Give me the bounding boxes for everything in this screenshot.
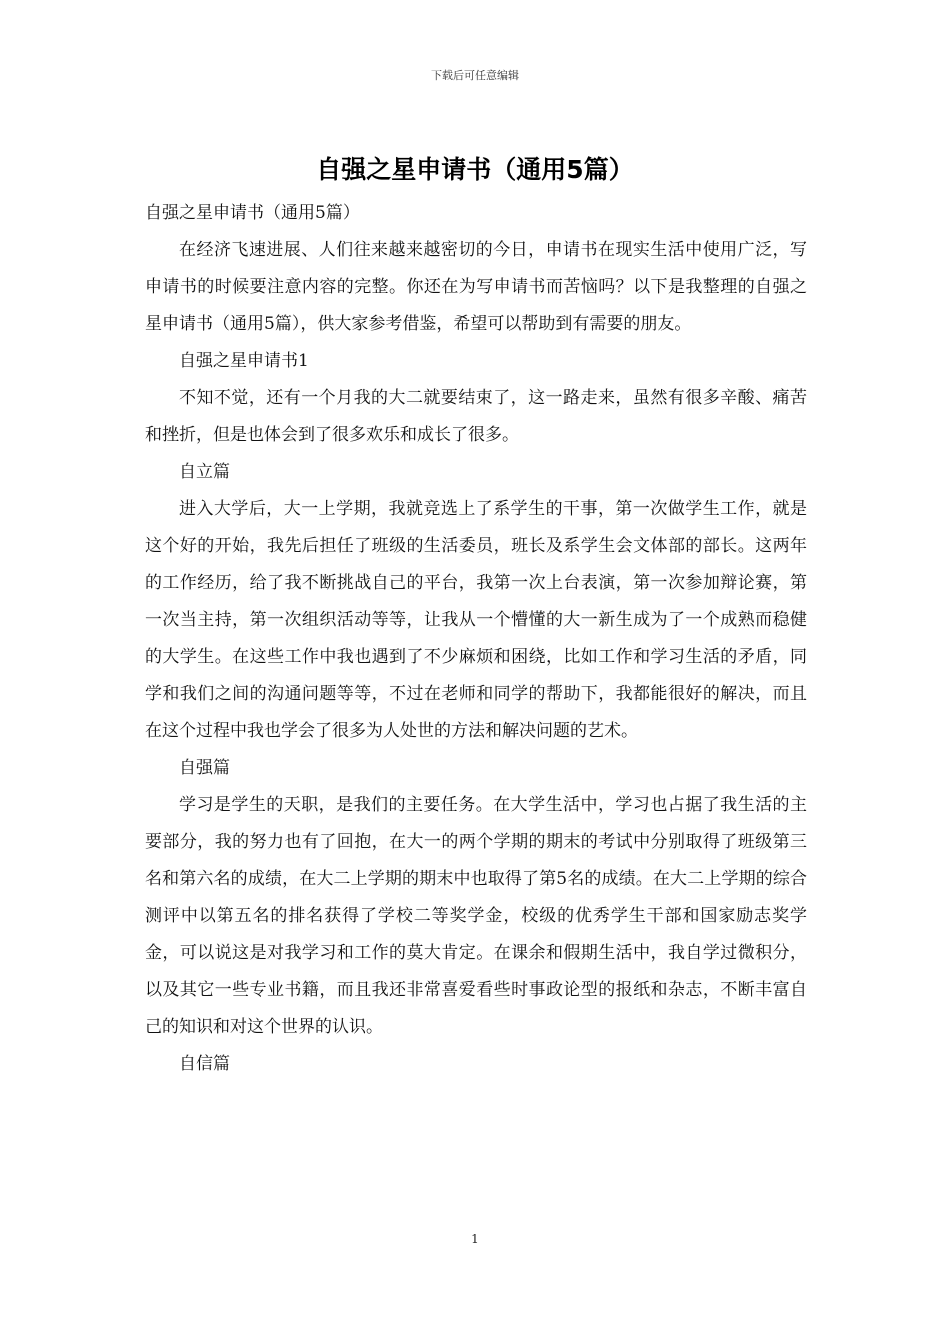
paragraph: 学习是学生的天职，是我们的主要任务。在大学生活中，学习也占据了我生活的主要部分，我的努力也有了回抱，在大一的两个学期的期末的考试中分别取得了班级第三名和第六名的成绩，在大二上学期的期末中也取得了第5名的成绩。在大二上学期的综合测评中以第五名的排名获得了学校二等奖学金，校级的优秀学生干部和国家励志奖学金，可以说这是对我学习和工作的莫大肯定。在课余和假期生活中，我自学过微积分，以及其它一些专业书籍，而且我还非常喜爱看些时事政论型的报纸和杂志，不断丰富自己的知识和对这个世界的认识。 bbox=[145, 795, 807, 1037]
paragraph-intro: 在经济飞速进展、人们往来越来越密切的今日，申请书在现实生活中使用广泛，写申请书的时候要注意内容的完整。你还在为写申请书而苦恼吗？以下是我整理的自强之星申请书（通用5篇），供大家参考借鉴，希望可以帮助到有需要的朋友。 bbox=[145, 240, 807, 334]
section-heading-zili: 自立篇 bbox=[179, 462, 230, 482]
paragraph: 进入大学后，大一上学期，我就竞选上了系学生的干事，第一次做学生工作，就是这个好的开始，我先后担任了班级的生活委员，班长及系学生会文体部的部长。这两年的工作经历，给了我不断挑战自己的平台，我第一次上台表演，第一次参加辩论赛，第一次当主持，第一次组织活动等等，让我从一个懵懂的大一新生成为了一个成熟而稳健的大学生。在这些工作中我也遇到了不少麻烦和困绕，比如工作和学习生活的矛盾，同学和我们之间的沟通问题等等，不过在老师和同学的帮助下，我都能很好的解决，而且在这个过程中我也学会了很多为人处世的方法和解决问题的艺术。 bbox=[145, 499, 807, 741]
paragraph: 不知不觉，还有一个月我的大二就要结束了，这一路走来，虽然有很多辛酸、痛苦和挫折，但是也体会到了很多欢乐和成长了很多。 bbox=[145, 388, 807, 445]
section-heading-zixin: 自信篇 bbox=[179, 1054, 230, 1074]
page-number: 1 bbox=[471, 1232, 479, 1246]
document-title: 自强之星申请书（通用5篇） bbox=[316, 155, 634, 184]
section-heading-ziqiang: 自强篇 bbox=[179, 758, 230, 778]
section-heading-1: 自强之星申请书1 bbox=[179, 351, 309, 371]
page-header-note: 下载后可任意编辑 bbox=[431, 69, 519, 82]
paragraph-subtitle: 自强之星申请书（通用5篇） bbox=[145, 203, 360, 223]
document-body bbox=[145, 195, 807, 1083]
